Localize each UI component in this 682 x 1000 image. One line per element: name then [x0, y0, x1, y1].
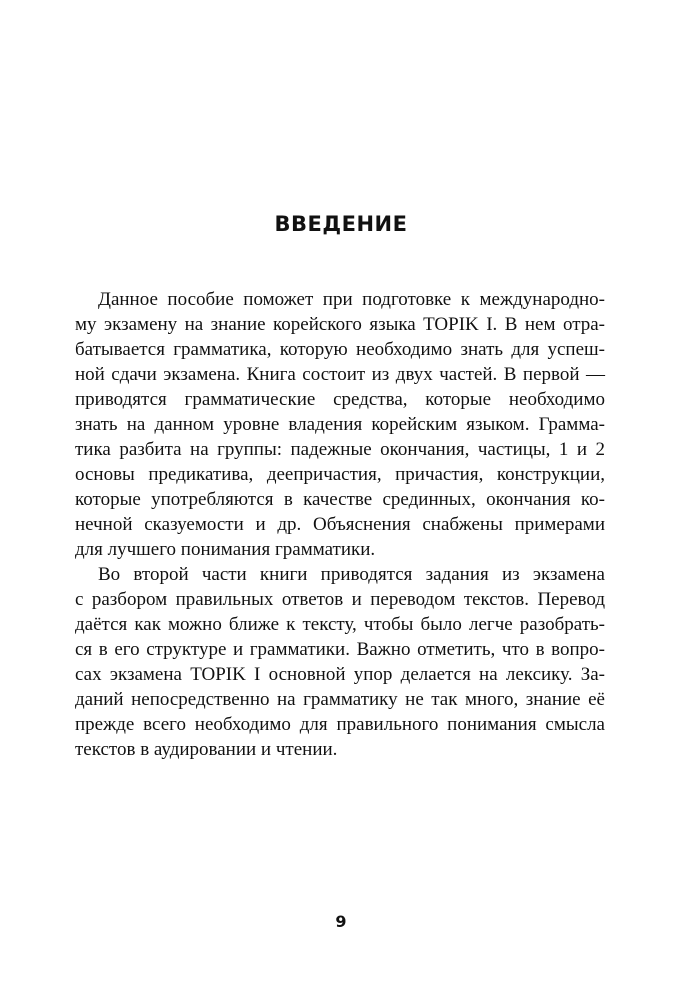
text-line: текстов в аудировании и чтении.: [75, 739, 338, 760]
text-line: даётся как можно ближе к тексту, чтобы было легче разобрать-: [75, 614, 605, 635]
text-line: которые употребляются в качестве срединных, окончания ко-: [75, 489, 605, 510]
text-line: с разбором правильных ответов и переводом текстов. Перевод: [75, 589, 605, 610]
text-line: даний непосредственно на грамматику не так много, знание её: [75, 689, 605, 710]
paragraph-2: [75, 562, 605, 762]
text-line: знать на данном уровне владения корейским языком. Грамма-: [75, 414, 605, 435]
text-line: му экзамену на знание корейского языка TOPIK I. В нем отра-: [75, 314, 605, 335]
text-line: нечной сказуемости и др. Объяснения снабжены примерами: [75, 514, 605, 535]
text-line: тика разбита на группы: падежные окончания, частицы, 1 и 2: [75, 439, 605, 460]
text-line: сах экзамена TOPIK I основной упор делается на лексику. За-: [75, 664, 605, 685]
text-line: ной сдачи экзамена. Книга состоит из двух частей. В первой —: [75, 364, 605, 385]
text-line: ся в его структуре и грамматики. Важно отметить, что в вопро-: [75, 639, 605, 660]
introduction-text: [75, 287, 605, 762]
text-line: батывается грамматика, которую необходимо знать для успеш-: [75, 339, 605, 360]
text-line: Данное пособие поможет при подготовке к международно-: [98, 289, 605, 310]
text-line: прежде всего необходимо для правильного понимания смысла: [75, 714, 605, 735]
text-line: приводятся грамматические средства, которые необходимо: [75, 389, 605, 410]
text-line: Во второй части книги приводятся задания из экзамена: [98, 564, 605, 585]
text-line: для лучшего понимания грамматики.: [75, 539, 376, 560]
page-number: 9: [335, 912, 347, 931]
text-line: основы предикатива, деепричастия, причастия, конструкции,: [75, 464, 605, 485]
chapter-heading: ВВЕДЕНИЕ: [274, 212, 408, 236]
paragraph-1: [75, 287, 605, 562]
